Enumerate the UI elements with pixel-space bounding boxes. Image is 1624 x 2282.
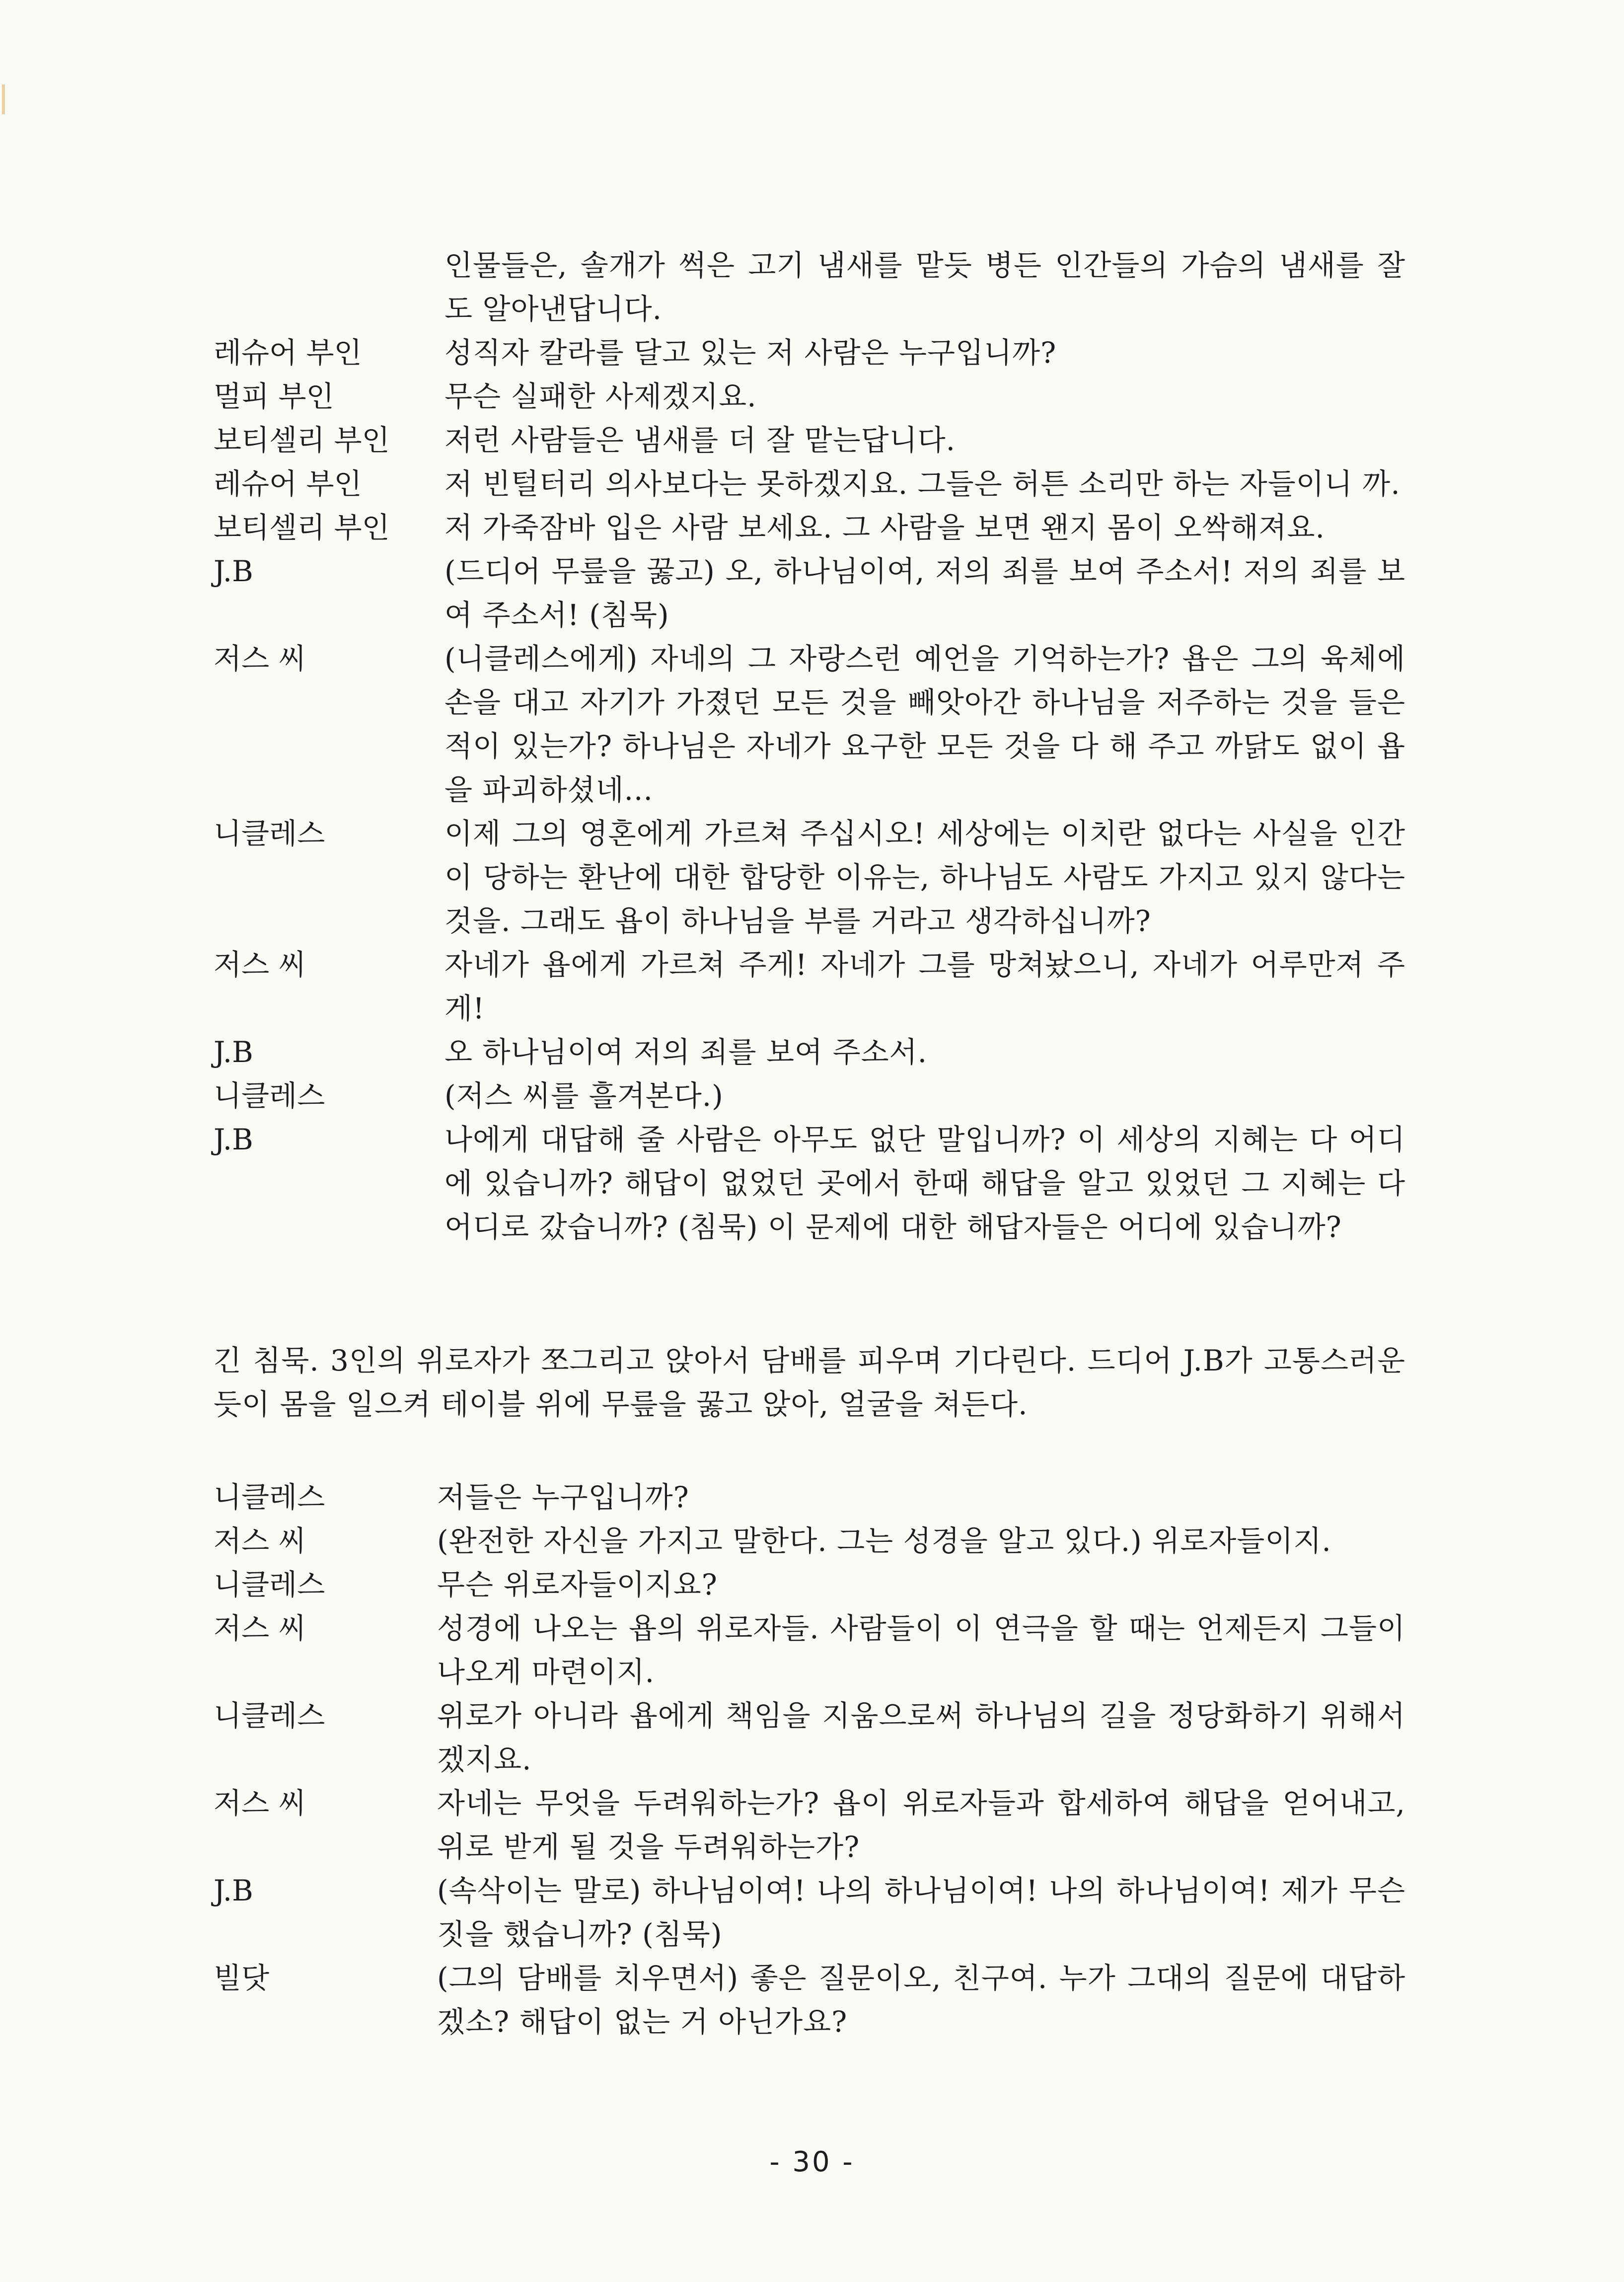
dialogue-line [214,1074,1405,1118]
dialogue-line [214,1519,1405,1563]
speech-text: 오 하나님이여 저의 죄를 보여 주소서. [444,1035,928,1069]
speech-text: (그의 담배를 치우면서) 좋은 질문이오, 친구여. 누가 그대의 질문에 대답하겠소? 해답이 없는 거 아닌가요? [437,1961,1405,2039]
dialogue-line [214,418,1405,462]
speech-text: 무슨 실패한 사제겠지요. [444,380,757,413]
speaker-name: 니클레스 [214,817,325,850]
speaker-name: 저스 씨 [214,1524,306,1558]
speaker-name: J.B [214,1123,253,1156]
dialogue-line [214,243,1405,331]
speech-text: 무슨 위로자들이지요? [437,1568,718,1601]
scan-edge-mark [2,84,5,114]
speaker-name: 저스 씨 [214,1611,306,1645]
dialogue-line [214,1030,1405,1074]
speaker-name: 니클레스 [214,1568,325,1601]
speech-text: 성경에 나오는 욥의 위로자들. 사람들이 이 연극을 할 때는 언제든지 그들이 나오게 마련이지. [437,1611,1405,1689]
speech-text: 성직자 칼라를 달고 있는 저 사람은 누구입니까? [444,336,1057,370]
dialogue-line [214,1563,1405,1606]
speaker-name: 저스 씨 [214,642,306,676]
dialogue-block-bottom [214,1475,1405,2044]
dialogue-line [214,1694,1405,1781]
dialogue-line [214,637,1405,812]
dialogue-line [214,506,1405,549]
speaker-name: 니클레스 [214,1699,325,1733]
speech-text: 이제 그의 영혼에게 가르쳐 주십시오! 세상에는 이치란 없다는 사실을 인간이 당하는 환난에 대한 합당한 이유는, 하나님도 사람도 가지고 있지 않다는 것을. 그래도 욥이 하나님을 부를 거라고 생각하십니까? [444,817,1405,938]
dialogue-line [214,549,1405,637]
dialogue-line [214,1606,1405,1694]
dialogue-line [214,462,1405,506]
speech-text: 인물들은, 솔개가 썩은 고기 냄새를 맡듯 병든 인간들의 가슴의 냄새를 잘 도 알아낸답니다. [444,248,1405,326]
speech-text: 저런 사람들은 냄새를 더 잘 맡는답니다. [444,423,956,457]
speaker-name: 레슈어 부인 [214,336,362,370]
speaker-name: J.B [214,1035,253,1069]
dialogue-line [214,812,1405,943]
speaker-name: 저스 씨 [214,948,306,982]
dialogue-line [214,1869,1405,1956]
dialogue-line [214,1118,1405,1249]
dialogue-line [214,1781,1405,1869]
stage-direction: 긴 침묵. 3인의 위로자가 쪼그리고 앉아서 담배를 피우며 기다린다. 드디어 J.B가 고통스러운 듯이 몸을 일으켜 테이블 위에 무릎을 꿇고 앉아, 얼굴을 쳐든다. [214,1344,1405,1421]
dialogue-line [214,1475,1405,1519]
speaker-name: 니클레스 [214,1079,325,1113]
dialogue-line [214,1956,1405,2044]
speech-text: (저스 씨를 흘겨본다.) [444,1079,724,1113]
page-number: - 30 - [769,2146,855,2178]
speaker-name: 멀피 부인 [214,380,334,413]
speech-text: (드디어 무릎을 꿇고) 오, 하나님이여, 저의 죄를 보여 주소서! 저의 죄를 보여 주소서! (침묵) [444,554,1405,632]
speech-text: 자네가 욥에게 가르쳐 주게! 자네가 그를 망쳐놨으니, 자네가 어루만져 주게! [444,948,1405,1025]
dialogue-line [214,331,1405,375]
speech-text: 자네는 무엇을 두려워하는가? 욥이 위로자들과 합세하여 해답을 얻어내고, 위로 받게 될 것을 두려워하는가? [437,1786,1405,1864]
speech-text: (니클레스에게) 자네의 그 자랑스런 예언을 기억하는가? 욥은 그의 육체에 손을 대고 자기가 가졌던 모든 것을 빼앗아간 하나님을 저주하는 것을 들은 적이 있는가? 하나님은 자네가 요구한 모든 것을 다 해 주고 까닭도 없이 욥을 파괴하셨네... [444,642,1405,807]
speech-text: 저들은 누구입니까? [437,1480,689,1514]
speaker-name: J.B [214,1874,253,1907]
speech-text: 위로가 아니라 욥에게 책임을 지움으로써 하나님의 길을 정당화하기 위해서겠지요. [437,1699,1405,1776]
speech-text: (속삭이는 말로) 하나님이여! 나의 하나님이여! 나의 하나님이여! 제가 무슨 짓을 했습니까? (침묵) [437,1874,1405,1951]
speaker-name: 레슈어 부인 [214,467,362,501]
speaker-name: 저스 씨 [214,1786,306,1820]
speech-text: 저 빈털터리 의사보다는 못하겠지요. 그들은 허튼 소리만 하는 자들이니 까. [444,467,1401,501]
speaker-name: 빌닷 [214,1961,270,1995]
speaker-name: 보티셀리 부인 [214,511,390,544]
speaker-name: J.B [214,554,253,588]
speech-text: (완전한 자신을 가지고 말한다. 그는 성경을 알고 있다.) 위로자들이지. [437,1524,1331,1558]
speaker-name: 니클레스 [214,1480,325,1514]
dialogue-line [214,375,1405,418]
speech-text: 저 가죽잠바 입은 사람 보세요. 그 사람을 보면 왠지 몸이 오싹해져요. [444,511,1325,544]
dialogue-line [214,943,1405,1030]
speech-text: 나에게 대답해 줄 사람은 아무도 없단 말입니까? 이 세상의 지혜는 다 어디에 있습니까? 해답이 없었던 곳에서 한때 해답을 알고 있었던 그 지혜는 다 어디로 갔습니까? (침묵) 이 문제에 대한 해답자들은 어디에 있습니까? [444,1123,1405,1244]
speaker-name: 보티셀리 부인 [214,423,390,457]
dialogue-block-top [214,243,1405,1249]
